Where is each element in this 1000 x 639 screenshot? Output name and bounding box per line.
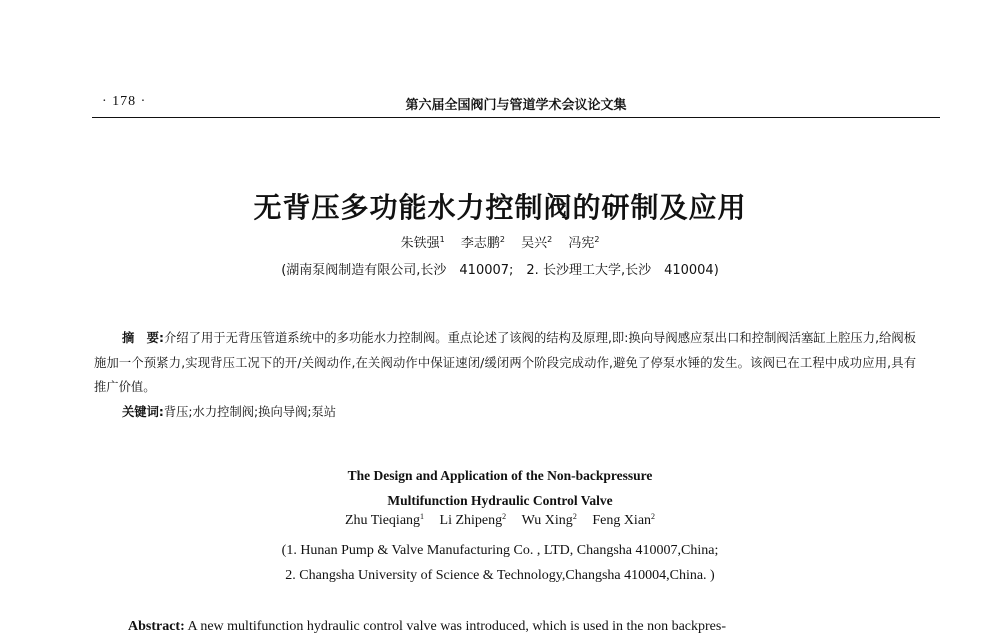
- chinese-abstract: [94, 326, 916, 400]
- author: Li Zhipeng$^2$: [439, 512, 507, 528]
- keywords-label: 关键词:: [122, 404, 164, 419]
- chinese-authors: [0, 232, 1000, 251]
- english-title-line-2: Multifunction Hydraulic Control Valve: [387, 493, 613, 508]
- author: Feng Xian$^2$: [592, 512, 656, 528]
- abstract-text: 介绍了用于无背压管道系统中的多功能水力控制阀。重点论述了该阀的结构及原理,即:换向导阀感应泵出口和控制阀活塞缸上腔压力,给阀板施加一个预紧力,实现背压工况下的开/关阀动作,在关阀动作中保证速闭/缓闭两个阶段完成动作,避免了停泵水锤的发生。该阀已在工程中成功应用,具有推广价值。: [94, 331, 916, 394]
- author: 朱铁强$^1$: [400, 235, 445, 251]
- author: 冯宪$^2$: [568, 235, 600, 251]
- chinese-affiliations: (湖南泵阀制造有限公司,长沙 410007; 2. 长沙理工大学,长沙 410004): [281, 263, 719, 278]
- author: 吴兴$^2$: [521, 235, 553, 251]
- abstract-label: 摘 要:: [122, 331, 164, 345]
- english-authors: [0, 512, 1000, 529]
- english-title: [0, 463, 1000, 513]
- running-title: 第六届全国阀门与管道学术会议论文集: [405, 98, 627, 113]
- author: Wu Xing$^2$: [521, 512, 577, 528]
- english-affiliations: [0, 538, 1000, 588]
- author: Zhu Tieqiang$^1$: [344, 512, 425, 528]
- english-abstract-text: A new multifunction hydraulic control valve was introduced, which is used in the non backpres-: [187, 619, 726, 634]
- keywords-text: 背压;水力控制阀;换向导阀;泵站: [163, 404, 337, 419]
- english-title-line-1: The Design and Application of the Non-backpressure: [347, 468, 653, 483]
- page-number: · 178 ·: [102, 94, 147, 109]
- english-abstract: [128, 619, 918, 635]
- header-rule: [92, 117, 940, 118]
- chinese-keywords: [122, 400, 916, 425]
- chinese-abstract-block: [94, 326, 916, 424]
- english-affiliation-2: 2. Changsha University of Science & Technology,Changsha 410004,China. ): [285, 568, 715, 583]
- english-affiliation-1: (1. Hunan Pump & Valve Manufacturing Co. , LTD, Changsha 410007,China;: [281, 543, 719, 558]
- author: 李志鹏$^2$: [460, 235, 505, 251]
- chinese-title: 无背压多功能水力控制阀的研制及应用: [253, 191, 747, 224]
- page-header: [92, 94, 940, 116]
- english-abstract-label: Abstract:: [128, 619, 185, 634]
